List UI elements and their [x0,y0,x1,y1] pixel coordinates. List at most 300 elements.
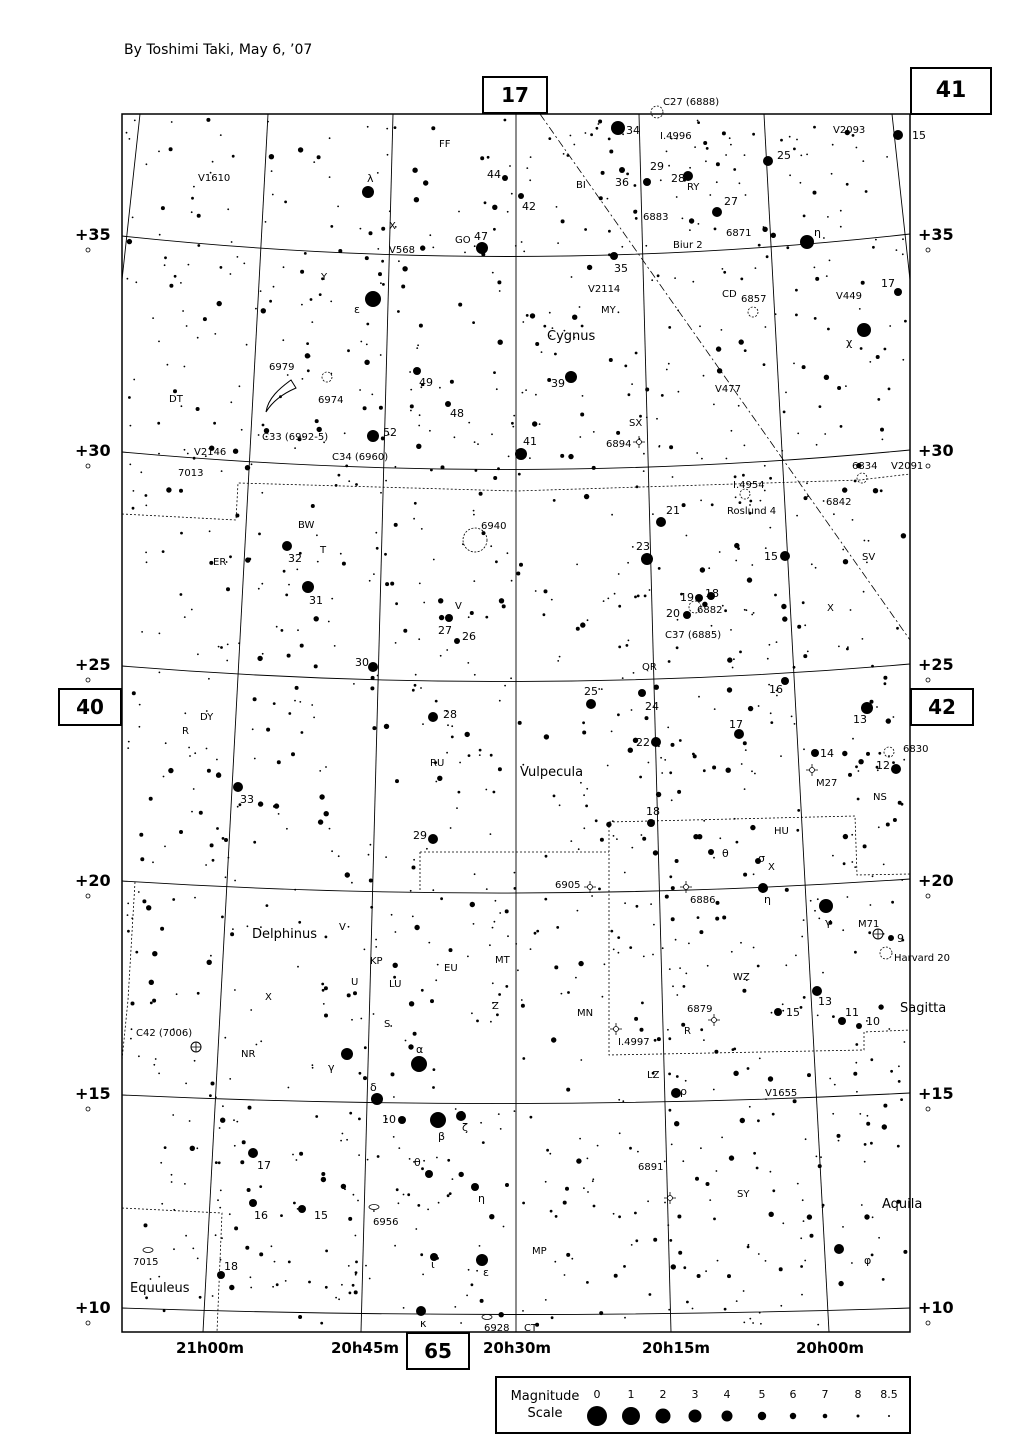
field-star [431,126,435,130]
field-star [818,918,820,920]
labeled-star[interactable] [428,712,438,722]
field-star [789,136,791,138]
star-label: 15 [786,1006,800,1019]
field-star [283,266,285,268]
field-star [854,480,857,483]
field-star [127,914,129,916]
field-star [721,1137,723,1139]
field-star [245,557,250,562]
field-star [508,456,510,458]
field-star [586,788,588,790]
field-star [719,551,721,553]
field-star [613,949,615,951]
field-star [517,969,519,971]
object-label: V568 [389,245,415,256]
labeled-star[interactable] [515,448,527,460]
field-star [814,910,816,912]
field-star [810,1234,814,1238]
field-star [698,223,700,225]
field-star [474,245,476,247]
field-star [617,936,620,939]
field-star [497,467,500,470]
field-star [736,841,739,844]
field-star [489,1214,494,1219]
field-star [188,264,190,266]
labeled-star[interactable] [471,1183,479,1191]
labeled-star[interactable] [341,1048,353,1060]
field-star [860,347,863,350]
star-label: 18 [224,1260,238,1273]
field-star [401,285,405,289]
field-star [265,221,267,223]
field-star [502,604,506,608]
field-star [529,457,531,459]
field-star [297,966,299,968]
labeled-star[interactable] [586,699,596,709]
field-star [791,716,793,718]
labeled-star[interactable] [611,121,625,135]
field-star [612,820,614,822]
field-star [511,580,513,582]
field-star [167,364,169,366]
field-star [683,985,686,988]
star-label: φ [864,1254,872,1267]
labeled-star[interactable] [413,367,421,375]
field-star [736,1300,738,1302]
field-star [498,993,501,996]
galaxy[interactable] [482,1315,492,1320]
labeled-star[interactable] [888,935,894,941]
field-star [217,1199,219,1201]
deep-sky-object[interactable] [651,106,663,118]
field-star [409,1158,411,1160]
field-star [706,1182,710,1186]
labeled-star[interactable] [445,614,453,622]
veil-nebula[interactable] [266,380,296,412]
field-star [877,398,880,401]
object-label: Y [321,272,328,283]
labeled-star[interactable] [763,156,773,166]
field-star [636,485,639,488]
field-star [347,349,350,352]
field-star [323,1003,325,1005]
field-star [526,167,528,169]
field-star [755,267,757,269]
field-star [599,1311,603,1315]
field-star [608,230,611,233]
field-star [643,453,645,455]
field-star [669,445,673,449]
labeled-star[interactable] [298,1205,306,1213]
deep-sky-object[interactable] [748,307,758,317]
labeled-star[interactable] [834,1244,844,1254]
deep-sky-object[interactable] [857,473,867,483]
magnitude-value: 8 [854,1388,862,1401]
field-star [832,855,834,857]
field-star [609,150,613,154]
field-star [298,921,301,924]
field-star [634,1212,637,1215]
field-star [722,916,726,920]
field-star [780,755,782,757]
field-star [266,904,269,907]
labeled-star[interactable] [708,849,714,855]
field-star [393,963,398,968]
field-star [181,405,183,407]
field-star [173,389,177,393]
field-star [854,866,856,868]
field-star [618,646,621,649]
object-label: LU [389,979,402,990]
field-star [604,963,606,965]
labeled-star[interactable] [502,175,508,181]
field-star [173,1209,175,1211]
field-star [753,1152,756,1155]
field-star [413,859,415,861]
field-star [140,471,142,473]
labeled-star[interactable] [647,819,655,827]
object-label: 6940 [481,521,507,532]
galaxy[interactable] [369,1205,379,1210]
labeled-star[interactable] [712,207,722,217]
labeled-star[interactable] [565,371,577,383]
field-star [272,194,274,196]
field-star [546,1149,549,1152]
field-star [146,905,151,910]
field-star [385,480,387,482]
field-star [419,414,421,416]
field-star [492,982,494,984]
field-star [708,567,710,569]
field-star [192,1248,194,1250]
labeled-star[interactable] [893,130,903,140]
planetary-nebula-core [668,1196,673,1201]
field-star [458,211,460,213]
labeled-star[interactable] [430,1112,446,1128]
star-label: 27 [438,624,452,637]
field-star [247,1188,251,1192]
field-star [854,951,857,954]
field-star [843,834,848,839]
galaxy[interactable] [143,1248,153,1253]
field-star [618,311,620,313]
field-star [241,429,243,431]
field-star [883,1104,887,1108]
field-star [815,567,817,569]
labeled-star[interactable] [425,1170,433,1178]
field-star [133,379,135,381]
field-star [235,514,239,518]
field-star [449,1192,452,1195]
field-star [579,306,581,308]
field-star [458,303,462,307]
field-star [711,625,713,627]
field-star [716,1170,718,1172]
field-star [666,369,668,371]
field-star [842,751,847,756]
field-star [191,811,193,813]
field-star [397,310,400,313]
star-label: δ [370,1081,377,1094]
field-star [766,255,769,258]
field-star [734,475,737,478]
field-star [730,629,732,631]
field-star [322,989,325,992]
dec-label-left: +25 [75,655,111,674]
field-star [744,154,746,156]
field-star [500,1128,502,1130]
labeled-star[interactable] [518,193,524,199]
labeled-star[interactable] [891,764,901,774]
labeled-star[interactable] [365,291,381,307]
field-star [811,563,813,565]
field-star [186,325,188,327]
field-star [838,646,840,648]
field-star [801,936,803,938]
field-star [693,754,697,758]
field-star [498,767,502,771]
labeled-star[interactable] [651,737,661,747]
field-star [557,660,559,662]
field-star [150,1278,152,1280]
field-star [592,1178,594,1180]
object-label: Z [492,1001,499,1012]
field-star [631,709,633,711]
magnitude-dot [722,1411,733,1422]
field-star [415,674,417,676]
dec-tick-marker [926,894,930,898]
field-star [312,1064,314,1066]
field-star [259,1252,263,1256]
field-star [294,889,296,891]
field-star [666,151,668,153]
field-star [433,559,435,561]
field-star [467,956,469,958]
labeled-star[interactable] [894,288,902,296]
field-star [196,1147,198,1149]
labeled-star[interactable] [780,551,790,561]
field-star [364,949,366,951]
labeled-star[interactable] [641,553,653,565]
field-star [302,378,304,380]
field-star [543,325,546,328]
labeled-star[interactable] [638,689,646,697]
field-star [409,1001,414,1006]
field-star [468,754,471,757]
field-star [233,1119,235,1121]
labeled-star[interactable] [428,834,438,844]
labeled-star[interactable] [367,430,379,442]
field-star [423,602,425,604]
star-label: 47 [474,230,488,243]
labeled-star[interactable] [476,242,488,254]
field-star [314,664,318,668]
field-star [622,677,624,679]
labeled-star[interactable] [476,1254,488,1266]
field-star [672,476,674,478]
field-star [174,275,177,278]
field-star [473,923,475,925]
labeled-star[interactable] [758,883,768,893]
field-star [711,503,714,506]
star-label: 10 [382,1113,396,1126]
labeled-star[interactable] [656,517,666,527]
dec-tick-marker [86,1321,90,1325]
field-star [525,389,527,391]
field-star [768,1076,773,1081]
field-star [595,819,598,822]
field-star [367,1159,369,1161]
field-star [135,281,137,283]
object-label: 6879 [687,1004,713,1015]
labeled-star[interactable] [610,252,618,260]
field-star [296,1159,298,1161]
star-label: ι [431,1258,435,1271]
labeled-star[interactable] [398,1116,406,1124]
object-label: I.4997 [618,1037,650,1048]
field-star [179,489,183,493]
star-label: 49 [419,376,433,389]
field-star [157,422,160,425]
field-star [218,1161,221,1164]
field-star [775,313,777,315]
field-star [735,560,737,562]
labeled-star[interactable] [643,178,651,186]
field-star [733,658,735,660]
labeled-star[interactable] [454,638,460,644]
field-star [626,173,629,176]
field-star [840,226,842,228]
field-star [132,217,134,219]
field-star [252,728,254,730]
labeled-star[interactable] [362,186,374,198]
field-star [191,211,193,213]
magnitude-dot [656,1409,671,1424]
star-label: χ [846,336,853,349]
field-star [697,1274,701,1278]
field-star [825,903,828,906]
field-star [855,765,858,768]
labeled-star[interactable] [811,749,819,757]
dec-tick-marker [926,678,930,682]
field-star [737,547,740,550]
field-star [700,1028,703,1031]
field-star [440,655,442,657]
field-star [373,1013,375,1015]
labeled-star[interactable] [800,235,814,249]
labeled-star[interactable] [819,899,833,913]
dec-label-right: +35 [918,225,954,244]
magnitude-scale [495,1376,911,1434]
field-star [319,794,324,799]
labeled-star[interactable] [856,1023,862,1029]
labeled-star[interactable] [416,1306,426,1316]
object-label: C42 (7006) [136,1028,193,1039]
field-star [412,168,417,173]
field-star [829,1078,831,1080]
field-star [785,964,787,966]
object-label: SV [862,552,876,563]
labeled-star[interactable] [368,662,378,672]
field-star [451,725,453,727]
labeled-star[interactable] [248,1148,258,1158]
field-star [695,1177,699,1181]
labeled-star[interactable] [683,611,691,619]
field-star [239,385,241,387]
field-star [127,747,129,749]
field-star [405,1040,407,1042]
field-star [632,546,634,548]
field-star [176,993,178,995]
deep-sky-object[interactable] [880,947,892,959]
field-star [171,1181,173,1183]
object-label: 6974 [318,395,344,406]
labeled-star[interactable] [371,1093,383,1105]
field-star [855,1062,857,1064]
field-star [556,206,558,208]
labeled-star[interactable] [233,782,243,792]
field-star [576,1158,581,1163]
star-label: 35 [614,262,628,275]
field-star [276,626,278,628]
field-star [222,837,225,840]
field-star [739,182,741,184]
field-star [304,252,307,255]
labeled-star[interactable] [282,541,292,551]
field-star [544,589,548,593]
field-star [184,449,186,451]
field-star [432,247,434,249]
field-star [583,794,585,796]
labeled-star[interactable] [249,1199,257,1207]
field-star [733,168,736,171]
labeled-star[interactable] [411,1056,427,1072]
field-star [896,249,898,251]
labeled-star[interactable] [857,323,871,337]
field-star [892,761,895,764]
field-star [435,781,437,783]
field-star [382,283,385,286]
star-label: 25 [584,685,598,698]
field-star [340,1140,342,1142]
field-star [902,238,904,240]
field-star [764,465,766,467]
labeled-star[interactable] [619,167,625,173]
labeled-star[interactable] [774,1008,782,1016]
field-star [421,528,423,530]
field-star [386,128,388,130]
field-star [338,474,341,477]
field-star [579,436,581,438]
field-star [872,246,875,249]
field-star [530,156,532,158]
field-star [733,1048,736,1051]
field-star [750,825,755,830]
field-star [262,424,265,427]
field-star [544,898,547,901]
field-star [643,956,645,958]
field-star [851,834,853,836]
field-star [497,280,501,284]
star-label: 12 [876,759,890,772]
star-label: 23 [636,540,650,553]
field-star [730,144,732,146]
field-star [634,596,637,599]
labeled-star[interactable] [302,581,314,593]
field-star [418,638,420,640]
field-star [649,589,651,591]
field-star [530,313,535,318]
